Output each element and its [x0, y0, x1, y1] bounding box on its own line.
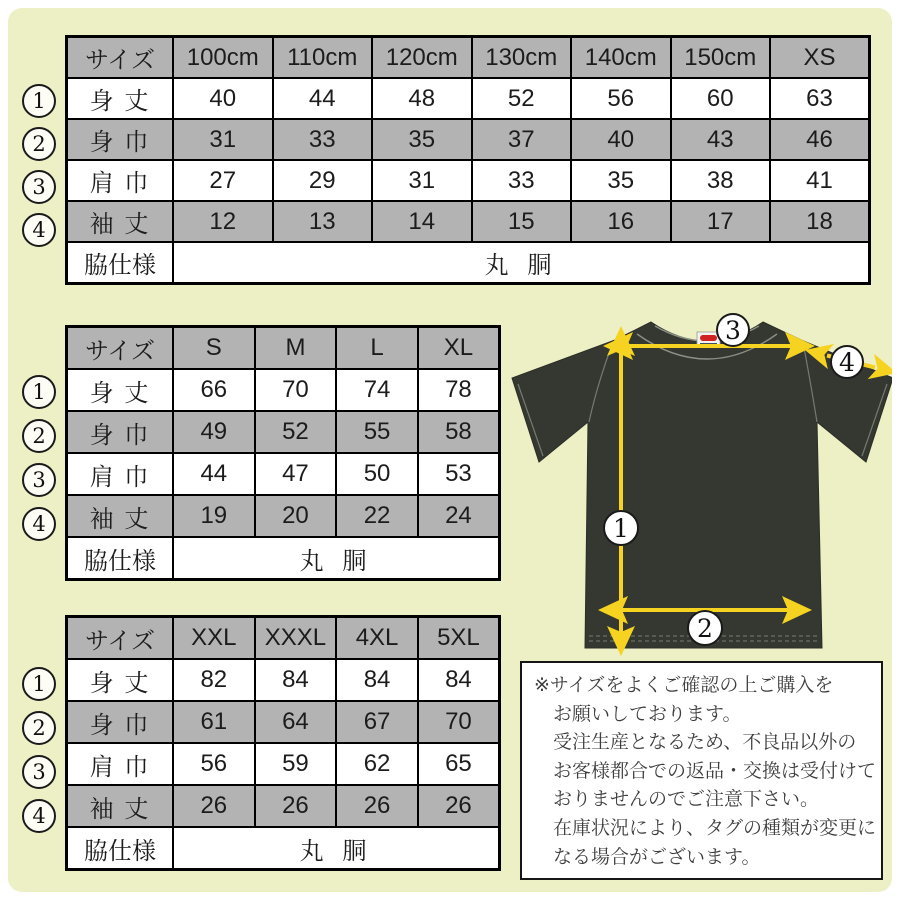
row-label-cell: 身 巾 [67, 119, 174, 160]
tshirt-measurement-diagram [505, 310, 892, 662]
value-cell: 74 [336, 369, 418, 411]
column-header-cell: 130cm [472, 37, 572, 79]
size-table-kids [65, 35, 871, 285]
footer-value-cell: 丸 胴 [173, 827, 500, 870]
value-cell: 31 [372, 160, 472, 201]
size-table-adult [65, 325, 501, 581]
value-cell: 18 [770, 201, 870, 242]
value-cell: 56 [173, 743, 255, 785]
column-header-cell: 4XL [336, 617, 418, 660]
size-header-cell: サイズ [67, 617, 174, 660]
notice-line: お客様都合での返品・交換は受付けて [553, 760, 877, 782]
value-cell: 82 [173, 659, 255, 701]
table-footer-row [67, 242, 870, 284]
table-row [67, 201, 870, 242]
value-cell: 20 [255, 495, 337, 537]
size-header-cell: サイズ [67, 327, 174, 370]
row-label-cell: 袖 丈 [67, 201, 174, 242]
column-header-cell: 100cm [173, 37, 273, 79]
tshirt-diagram-svg [505, 310, 892, 662]
column-header-cell: M [255, 327, 337, 370]
diagram-marker-width: 2 [697, 614, 713, 643]
value-cell: 70 [255, 369, 337, 411]
value-cell: 44 [273, 78, 373, 119]
value-cell: 33 [472, 160, 572, 201]
value-cell: 27 [173, 160, 273, 201]
value-cell: 17 [671, 201, 771, 242]
table-row [67, 659, 500, 701]
value-cell: 78 [418, 369, 500, 411]
value-cell: 62 [336, 743, 418, 785]
notice-line: ※サイズをよくご確認の上ご購入を [534, 675, 834, 696]
row-marker-circle-1: 1 [22, 667, 56, 701]
column-header-cell: 110cm [273, 37, 373, 79]
table-row [67, 78, 870, 119]
value-cell: 41 [770, 160, 870, 201]
value-cell: 13 [273, 201, 373, 242]
row-label-cell: 身 丈 [67, 369, 174, 411]
notice-line: なる場合がございます。 [553, 846, 761, 868]
row-label-cell: 身 丈 [67, 78, 174, 119]
column-header-cell: S [173, 327, 255, 370]
table-footer-row [67, 537, 500, 580]
value-cell: 12 [173, 201, 273, 242]
size-table-big [65, 615, 501, 871]
value-cell: 14 [372, 201, 472, 242]
value-cell: 19 [173, 495, 255, 537]
value-cell: 29 [273, 160, 373, 201]
value-cell: 66 [173, 369, 255, 411]
value-cell: 59 [255, 743, 337, 785]
notice-line: おりませんのでご注意下さい。 [553, 789, 820, 811]
value-cell: 47 [255, 453, 337, 495]
value-cell: 26 [336, 785, 418, 827]
footer-label-cell: 脇仕様 [67, 537, 174, 580]
value-cell: 50 [336, 453, 418, 495]
row-marker-circle-2: 2 [22, 127, 56, 161]
column-header-cell: XL [418, 327, 500, 370]
value-cell: 26 [418, 785, 500, 827]
footer-value-cell: 丸 胴 [173, 537, 500, 580]
value-cell: 40 [173, 78, 273, 119]
table-row [67, 743, 500, 785]
value-cell: 56 [571, 78, 671, 119]
value-cell: 55 [336, 411, 418, 453]
column-header-cell: XXXL [255, 617, 337, 660]
table-row [67, 785, 500, 827]
footer-label-cell: 脇仕様 [67, 242, 174, 284]
row-marker-circle-2: 2 [22, 419, 56, 453]
table-row [67, 453, 500, 495]
diagram-marker-length: 1 [613, 514, 629, 543]
column-header-cell: 150cm [671, 37, 771, 79]
value-cell: 70 [418, 701, 500, 743]
value-cell: 64 [255, 701, 337, 743]
diagram-marker-shoulder: 3 [725, 316, 741, 345]
value-cell: 67 [336, 701, 418, 743]
column-header-cell: 120cm [372, 37, 472, 79]
row-marker-circle-1: 1 [22, 375, 56, 409]
row-marker-circle-3: 3 [22, 755, 56, 789]
value-cell: 60 [671, 78, 771, 119]
value-cell: 26 [173, 785, 255, 827]
row-label-cell: 肩 巾 [67, 453, 174, 495]
notice-line: 受注生産となるため、不良品以外の [553, 732, 857, 754]
value-cell: 53 [418, 453, 500, 495]
row-marker-circle-1: 1 [22, 84, 56, 118]
value-cell: 16 [571, 201, 671, 242]
row-marker-circle-2: 2 [22, 711, 56, 745]
value-cell: 40 [571, 119, 671, 160]
table-row [67, 701, 500, 743]
diagram-marker-sleeve: 4 [839, 348, 855, 377]
row-label-cell: 袖 丈 [67, 785, 174, 827]
value-cell: 84 [336, 659, 418, 701]
table-row [67, 369, 500, 411]
value-cell: 65 [418, 743, 500, 785]
value-cell: 33 [273, 119, 373, 160]
column-header-cell: 140cm [571, 37, 671, 79]
row-marker-circle-3: 3 [22, 463, 56, 497]
table-footer-row [67, 827, 500, 870]
value-cell: 44 [173, 453, 255, 495]
row-marker-circle-4: 4 [22, 507, 56, 541]
table-row [67, 411, 500, 453]
value-cell: 48 [372, 78, 472, 119]
row-marker-circle-4: 4 [22, 213, 56, 247]
column-header-cell: XXL [173, 617, 255, 660]
row-label-cell: 身 巾 [67, 411, 174, 453]
value-cell: 24 [418, 495, 500, 537]
row-label-cell: 身 巾 [67, 701, 174, 743]
value-cell: 31 [173, 119, 273, 160]
column-header-cell: XS [770, 37, 870, 79]
value-cell: 15 [472, 201, 572, 242]
table-row [67, 119, 870, 160]
value-cell: 49 [173, 411, 255, 453]
size-header-cell: サイズ [67, 37, 174, 79]
column-header-cell: L [336, 327, 418, 370]
notice-line: お願いしております。 [553, 703, 742, 725]
value-cell: 35 [372, 119, 472, 160]
row-label-cell: 袖 丈 [67, 495, 174, 537]
row-label-cell: 身 丈 [67, 659, 174, 701]
value-cell: 26 [255, 785, 337, 827]
value-cell: 38 [671, 160, 771, 201]
row-label-cell: 肩 巾 [67, 160, 174, 201]
value-cell: 37 [472, 119, 572, 160]
value-cell: 84 [418, 659, 500, 701]
notice-line: 在庫状況により、タグの種類が変更に [553, 817, 877, 839]
footer-label-cell: 脇仕様 [67, 827, 174, 870]
value-cell: 63 [770, 78, 870, 119]
table-row [67, 160, 870, 201]
row-marker-circle-3: 3 [22, 170, 56, 204]
value-cell: 84 [255, 659, 337, 701]
purchase-notice-box [520, 661, 883, 880]
size-chart-sheet [8, 8, 892, 892]
row-marker-circle-4: 4 [22, 799, 56, 833]
value-cell: 35 [571, 160, 671, 201]
value-cell: 52 [255, 411, 337, 453]
value-cell: 58 [418, 411, 500, 453]
row-label-cell: 肩 巾 [67, 743, 174, 785]
value-cell: 46 [770, 119, 870, 160]
value-cell: 52 [472, 78, 572, 119]
value-cell: 22 [336, 495, 418, 537]
footer-value-cell: 丸 胴 [173, 242, 870, 284]
value-cell: 61 [173, 701, 255, 743]
value-cell: 43 [671, 119, 771, 160]
column-header-cell: 5XL [418, 617, 500, 660]
table-row [67, 495, 500, 537]
